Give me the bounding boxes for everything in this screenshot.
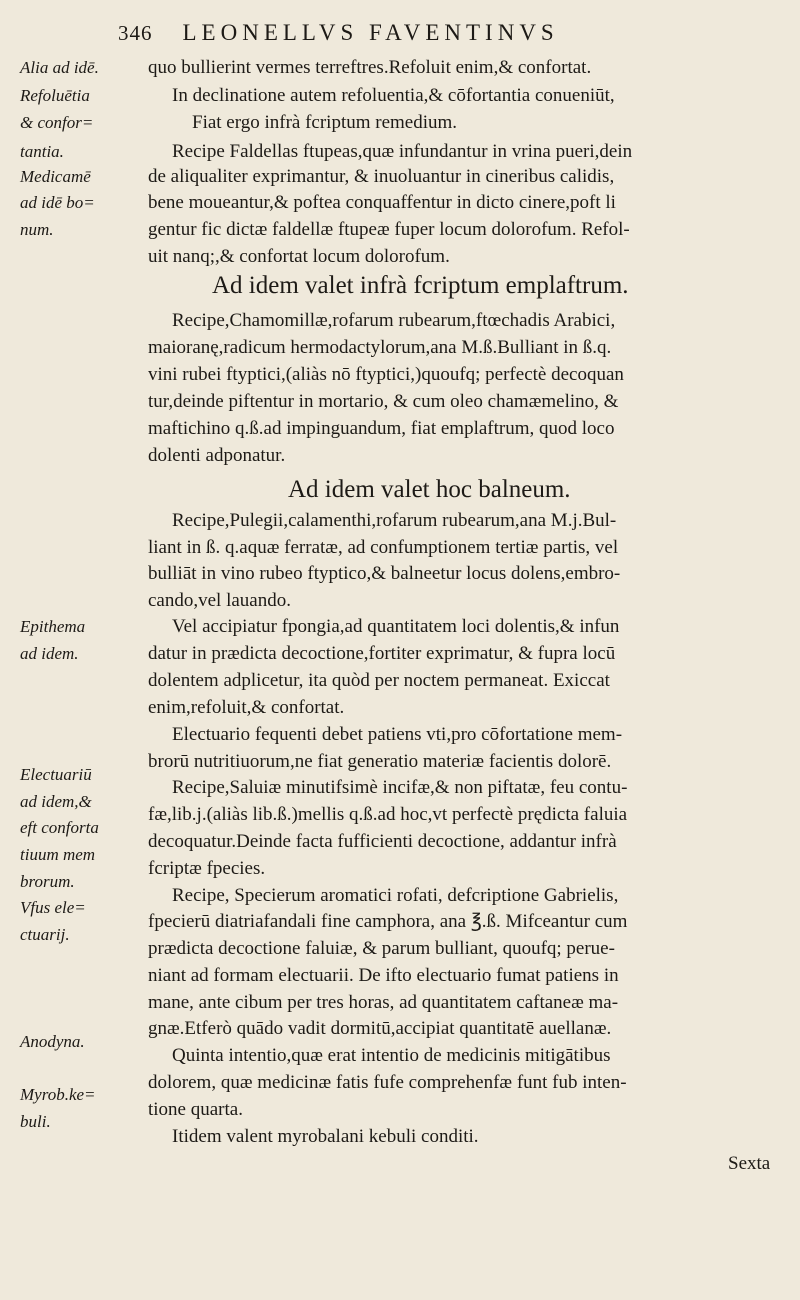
margin-note: Refoluētia [20, 86, 90, 105]
catchword: Sexta [728, 1153, 771, 1174]
margin-note: Electuariū [20, 765, 92, 784]
text-line: fpecierū diatriafandali fine camphora, ana ℥.ß. Mifceantur cum [148, 911, 628, 932]
margin-note: ad idem. [20, 644, 79, 663]
text-line: Electuario fequenti debet patiens vti,pro cōfortatione mem- [172, 724, 623, 745]
text-line: fæ,lib.j.(aliàs lib.ß.)mellis q.ß.ad hoc,vt perfectè prędicta faluia [148, 804, 628, 825]
text-line: niant ad formam electuarii. De ifto electuario fumat patiens in [148, 965, 619, 986]
section-heading: Ad idem valet infrà fcriptum emplaftrum. [212, 272, 629, 299]
margin-note: brorum. [20, 872, 75, 891]
margin-note: eft conforta [20, 818, 99, 837]
text-line: enim,refoluit,& confortat. [148, 697, 345, 718]
text-line: tione quarta. [148, 1099, 243, 1120]
text-line: cando,vel lauando. [148, 590, 291, 611]
text-line: decoquatur.Deinde facta fufficienti decoctione, addantur infrà [148, 831, 617, 852]
text-line: datur in prædicta decoctione,fortiter exprimatur, & fupra locū [148, 643, 616, 664]
margin-note: ad idē bo= [20, 193, 95, 212]
text-line: Recipe,Pulegii,calamenthi,rofarum rubearum,ana M.j.Bul- [172, 510, 617, 531]
text-line: gnæ.Etferò quādo vadit dormitū,accipiat quantitatē auellanæ. [148, 1018, 612, 1039]
text-line: Recipe, Specierum aromatici rofati, defcriptione Gabrielis, [172, 885, 619, 906]
margin-note: tiuum mem [20, 845, 96, 864]
text-line: Recipe,Saluiæ minutifsimè incifæ,& non piftatæ, feu contu- [172, 777, 628, 798]
text-line: bulliāt in vino rubeo ftyptico,& balneetur locus dolens,embro- [148, 563, 621, 584]
text-line: maftichino q.ß.ad impinguandum, fiat emplaftrum, quod loco [148, 418, 615, 439]
text-line: bene moueantur,& poftea conquaffentur in dicto cinere,poft li [148, 192, 616, 213]
margin-note: num. [20, 220, 54, 239]
running-header [118, 20, 738, 50]
text-line: Itidem valent myrobalani kebuli conditi. [172, 1126, 479, 1147]
text-line: maioranę,radicum hermodactylorum,ana M.ß.Bulliant in ß.q. [148, 337, 612, 358]
text-line: Recipe,Chamomillæ,rofarum rubearum,ftœchadis Arabici, [172, 310, 616, 331]
text-line: vini rubei ftyptici,(aliàs nō ftyptici,)quoufq; perfectè decoquan [148, 364, 624, 385]
text-line: prædicta decoctione faluiæ, & parum bulliant, quoufq; perue- [148, 938, 615, 959]
text-line: Vel accipiatur fpongia,ad quantitatem loci dolentis,& infun [172, 616, 620, 637]
running-title: LEONELLVS FAVENTINVS [182, 20, 559, 45]
text-line: dolorem, quæ medicinæ fatis fufe comprehenfæ funt fub inten- [148, 1072, 627, 1093]
text-line: Fiat ergo infrà fcriptum remedium. [192, 112, 458, 133]
text-line: gentur fic dictæ faldellæ ftupeæ fuper locum dolorofum. Refol- [148, 219, 630, 240]
text-line: Quinta intentio,quæ erat intentio de medicinis mitigātibus [172, 1045, 611, 1066]
margin-note: Medicamē [20, 167, 91, 186]
margin-note: Vfus ele= [20, 898, 86, 917]
text-line: uit nanq;,& confortat locum dolorofum. [148, 246, 450, 267]
margin-note: Anodyna. [20, 1032, 85, 1051]
text-line: quo bullierint vermes terreftres.Refoluit enim,& confortat. [148, 57, 592, 78]
text-line: liant in ß. q.aquæ ferratæ, ad confumptionem tertiæ partis, vel [148, 537, 619, 558]
page-number: 346 [118, 21, 153, 45]
text-line: brorū nutritiuorum,ne fiat generatio materiæ facientis dolorē. [148, 751, 612, 772]
text-line: tur,deinde piftentur in mortario, & cum oleo chamæmelino, & [148, 391, 619, 412]
text-line: fcriptæ fpecies. [148, 858, 266, 879]
margin-note: Myrob.ke= [20, 1085, 96, 1104]
margin-note: tantia. [20, 142, 64, 161]
text-line: dolenti adponatur. [148, 445, 286, 466]
margin-note: ctuarij. [20, 925, 70, 944]
margin-note: buli. [20, 1112, 51, 1131]
margin-note: & confor= [20, 113, 94, 132]
margin-note: ad idem,& [20, 792, 92, 811]
section-heading: Ad idem valet hoc balneum. [288, 476, 571, 503]
text-line: mane, ante cibum per tres horas, ad quantitatem caftaneæ ma- [148, 992, 619, 1013]
margin-note: Epithema [20, 617, 86, 636]
text-line: In declinatione autem refoluentia,& cōfortantia conueniūt, [172, 85, 615, 106]
text-line: Recipe Faldellas ftupeas,quæ infundantur in vrina pueri,dein [172, 141, 633, 162]
margin-note: Alia ad idē. [20, 58, 99, 77]
text-line: de aliqualiter exprimantur, & inuoluantur in cineribus calidis, [148, 166, 615, 187]
text-line: dolentem adplicetur, ita quòd per noctem permaneat. Exiccat [148, 670, 610, 691]
